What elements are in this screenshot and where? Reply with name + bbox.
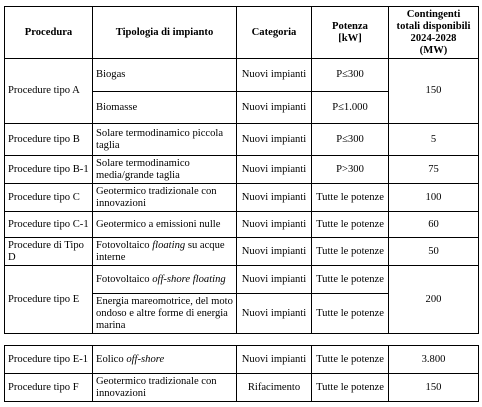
procedura-cell: Procedure tipo B bbox=[5, 124, 93, 156]
categoria-cell: Nuovi impianti bbox=[237, 184, 312, 212]
categoria-cell: Nuovi impianti bbox=[237, 212, 312, 238]
tipologia-cell: Geotermico tradizionale con innovazioni bbox=[93, 374, 237, 402]
categoria-cell: Nuovi impianti bbox=[237, 124, 312, 156]
categoria-cell: Nuovi impianti bbox=[237, 156, 312, 184]
tipologia-cell: Solare termodinamico media/grande taglia bbox=[93, 156, 237, 184]
potenza-cell: Tutte le potenze bbox=[312, 294, 389, 334]
potenza-cell: Tutte le potenze bbox=[312, 212, 389, 238]
potenza-cell: Tutte le potenze bbox=[312, 238, 389, 266]
contingenti-cell: 50 bbox=[389, 238, 479, 266]
header-contingenti-line1: Contingenti bbox=[406, 8, 461, 20]
categoria-cell: Nuovi impianti bbox=[237, 294, 312, 334]
potenza-cell: P≤300 bbox=[312, 124, 389, 156]
tipologia-cell: Biomasse bbox=[93, 92, 237, 124]
contingenti-cell: 100 bbox=[389, 184, 479, 212]
potenza-cell: P≤300 bbox=[312, 59, 389, 92]
tipologia-cell bbox=[93, 266, 237, 294]
contingenti-cell: 200 bbox=[389, 266, 479, 334]
contingenti-cell: 5 bbox=[389, 124, 479, 156]
contingenti-table bbox=[4, 6, 479, 334]
header-potenza-line1: Potenza bbox=[332, 20, 368, 32]
tipologia-cell: Geotermico a emissioni nulle bbox=[93, 212, 237, 238]
tipologia-cell: Energia mareomotrice, del moto ondoso e altre forme di energia marina bbox=[93, 294, 237, 334]
tipologia-italic-text: off-shore bbox=[126, 353, 165, 365]
tipologia-italic-text: floating bbox=[152, 239, 186, 251]
tipologia-cell: Solare termodinamico piccola taglia bbox=[93, 124, 237, 156]
procedura-cell: Procedure tipo F bbox=[5, 374, 93, 402]
header-contingenti-line3: 2024-2028 bbox=[410, 32, 457, 44]
potenza-cell: P>300 bbox=[312, 156, 389, 184]
table-row bbox=[5, 212, 479, 238]
procedura-cell: Procedure di Tipo D bbox=[5, 238, 93, 266]
header-contingenti bbox=[389, 7, 479, 59]
table-row bbox=[5, 156, 479, 184]
tipologia-text: Fotovoltaico bbox=[96, 273, 153, 285]
potenza-cell: Tutte le potenze bbox=[312, 266, 389, 294]
procedura-cell: Procedure tipo E bbox=[5, 266, 93, 334]
contingenti-cell: 150 bbox=[389, 374, 479, 402]
tipologia-cell bbox=[93, 238, 237, 266]
procedura-cell: Procedure tipo C bbox=[5, 184, 93, 212]
header-potenza-line2: [kW] bbox=[338, 32, 362, 44]
table-row bbox=[5, 374, 479, 402]
contingenti-cell: 60 bbox=[389, 212, 479, 238]
header-categoria: Categoria bbox=[237, 7, 312, 59]
categoria-cell: Nuovi impianti bbox=[237, 346, 312, 374]
procedura-cell: Procedure tipo C-1 bbox=[5, 212, 93, 238]
potenza-cell: Tutte le potenze bbox=[312, 374, 389, 402]
categoria-cell: Rifacimento bbox=[237, 374, 312, 402]
tipologia-text: Eolico bbox=[96, 353, 127, 365]
categoria-cell: Nuovi impianti bbox=[237, 266, 312, 294]
contingenti-table-continued bbox=[4, 345, 479, 402]
tipologia-cell: Geotermico tradizionale con innovazioni bbox=[93, 184, 237, 212]
header-contingenti-line2: totali disponibili bbox=[396, 20, 471, 32]
potenza-cell: P≤1.000 bbox=[312, 92, 389, 124]
table-row bbox=[5, 266, 479, 294]
header-tipologia: Tipologia di impianto bbox=[93, 7, 237, 59]
header-potenza bbox=[312, 7, 389, 59]
header-procedura: Procedura bbox=[5, 7, 93, 59]
procedura-cell: Procedure tipo A bbox=[5, 59, 93, 124]
procedura-cell: Procedure tipo E-1 bbox=[5, 346, 93, 374]
contingenti-cell: 3.800 bbox=[389, 346, 479, 374]
table-row bbox=[5, 346, 479, 374]
tipologia-cell: Biogas bbox=[93, 59, 237, 92]
table-row bbox=[5, 238, 479, 266]
table-row bbox=[5, 124, 479, 156]
procedura-cell: Procedure tipo B-1 bbox=[5, 156, 93, 184]
header-contingenti-line4: (MW) bbox=[419, 44, 448, 56]
table-row bbox=[5, 184, 479, 212]
potenza-cell: Tutte le potenze bbox=[312, 346, 389, 374]
potenza-cell: Tutte le potenze bbox=[312, 184, 389, 212]
contingenti-cell: 150 bbox=[389, 59, 479, 124]
contingenti-cell: 75 bbox=[389, 156, 479, 184]
table-row bbox=[5, 59, 479, 92]
categoria-cell: Nuovi impianti bbox=[237, 59, 312, 92]
tipologia-cell bbox=[93, 346, 237, 374]
header-row bbox=[5, 7, 479, 59]
tipologia-text: Fotovoltaico bbox=[96, 239, 153, 251]
tipologia-italic-text: off-shore floating bbox=[152, 273, 226, 285]
categoria-cell: Nuovi impianti bbox=[237, 92, 312, 124]
tipologia-text: su acque interne bbox=[96, 239, 225, 263]
categoria-cell: Nuovi impianti bbox=[237, 238, 312, 266]
